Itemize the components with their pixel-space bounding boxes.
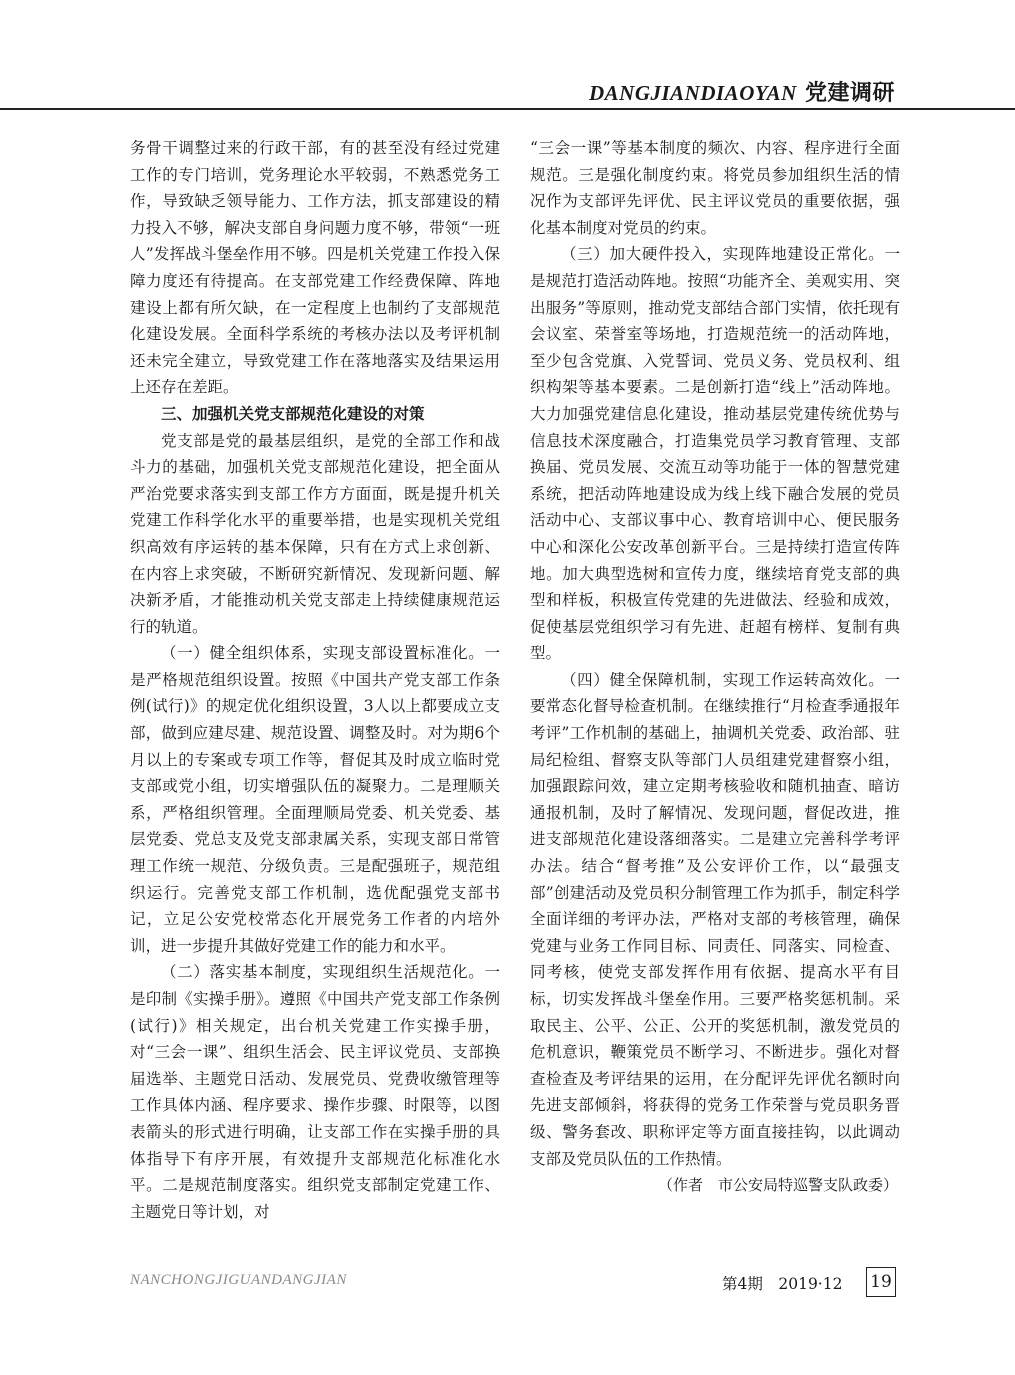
subsection-title: （三）加大硬件投入，实现阵地建设正常化。 bbox=[561, 245, 885, 264]
right-column bbox=[530, 135, 900, 1199]
paragraph: 党支部是党的最基层组织，是党的全部工作和战斗力的基础，加强机关党支部规范化建设，把全面从严治党要求落实到支部工作方方面面，既是提升机关党建工作科学化水平的重要举措，也是实现机关党组织高效有序运转的基本保障，只有在方式上求创新、在内容上求突破，不断研究新情况、发现新问题、解决新矛盾，才能推动机关党支部走上持续健康规范运行的轨道。 bbox=[130, 431, 500, 636]
header-title bbox=[589, 76, 895, 107]
header-title-latin: DANGJIANDIAOYAN bbox=[589, 81, 797, 105]
subsection-body: 一是规范打造活动阵地。按照“功能齐全、美观实用、突出服务”等原则，推动党支部结合部门实情，依托现有会议室、荣誉室等场地，打造规范统一的活动阵地，至少包含党旗、入党誓词、党员义务、党员权利、组织构架等基本要素。二是创新打造“线上”活动阵地。大力加强党建信息化建设，推动基层党建传统优势与信息技术深度融合，打造集党员学习教育管理、支部换届、党员发展、交流互动等功能于一体的智慧党建系统，把活动阵地建设成为线上线下融合发展的党员活动中心、支部议事中心、教育培训中心、便民服务中心和深化公安改革创新平台。三是持续打造宣传阵地。加大典型选树和宣传力度，继续培育党支部的典型和样板，积极宣传党建的先进做法、经验和成效，促使基层党组织学习有先进、赶超有榜样、复制有典型。 bbox=[530, 245, 900, 663]
header-title-chinese: 党建调研 bbox=[804, 80, 895, 106]
subsection-paragraph bbox=[530, 241, 900, 667]
subsection-paragraph bbox=[130, 640, 500, 959]
subsection-paragraph bbox=[130, 959, 500, 1225]
subsection-body: 一是严格规范组织设置。按照《中国共产党支部工作条例(试行)》的规定优化组织设置，3人以上都要成立支部，做到应建尽建、规范设置、调整及时。对为期6个月以上的专案或专项工作等，督促其及时成立临时党支部或党小组，切实增强队伍的凝聚力。二是理顺关系，严格组织管理。全面理顺局党委、机关党委、基层党委、党总支及党支部隶属关系，实现支部日常管理工作统一规范、分级负责。三是配强班子，规范组织运行。完善党支部工作机制，选优配强党支部书记，立足公安党校常态化开展党务工作者的内培外训，进一步提升其做好党建工作的能力和水平。 bbox=[130, 644, 500, 955]
section-heading: 三、加强机关党支部规范化建设的对策 bbox=[161, 404, 425, 423]
header-rule bbox=[0, 108, 1015, 110]
paragraph: 务骨干调整过来的行政干部，有的甚至没有经过党建工作的专门培训，党务理论水平较弱，不熟悉党务工作，导致缺乏领导能力、工作方法，抓支部建设的精力投入不够，解决支部自身问题力度不够，带领“一班人”发挥战斗堡垒作用不够。四是机关党建工作投入保障力度还有待提高。在支部党建工作经费保障、阵地建设上都有所欠缺，在一定程度上也制约了支部规范化建设发展。全面科学系统的考核办法以及考评机制还未完全建立，导致党建工作在落地落实及结果运用上还存在差距。 bbox=[130, 139, 500, 397]
subsection-paragraph bbox=[530, 667, 900, 1172]
left-column bbox=[130, 135, 500, 1225]
footer-issue: 第4期 2019·12 bbox=[722, 1275, 843, 1293]
footer-journal-name: NANCHONGJIGUANDANGJIAN bbox=[130, 1272, 347, 1288]
subsection-title: （二）落实基本制度，实现组织生活规范化。 bbox=[161, 963, 485, 982]
subsection-body: 一要常态化督导检查机制。在继续推行“月检查季通报年考评”工作机制的基础上，抽调机关党委、政治部、驻局纪检组、督察支队等部门人员组建党建督察小组，加强跟踪问效，建立定期考核验收和随机抽查、暗访通报机制，及时了解情况、发现问题，督促改进，推进支部规范化建设落细落实。二是建立完善科学考评办法。结合“督考推”及公安评价工作，以“最强支部”创建活动及党员积分制管理工作为抓手，制定科学全面详细的考评办法，严格对支部的考核管理，确保党建与业务工作同目标、同责任、同落实、同检查、同考核，使党支部发挥作用有依据、提高水平有目标，切实发挥战斗堡垒作用。三要严格奖惩机制。采取民主、公平、公正、公开的奖惩机制，激发党员的危机意识，鞭策党员不断学习、不断进步。强化对督查检查及考评结果的运用，在分配评先评优名额时向先进支部倾斜，将获得的党务工作荣誉与党员职务晋级、警务套改、职称评定等方面直接挂钩，以此调动支部及党员队伍的工作热情。 bbox=[530, 670, 900, 1168]
subsection-title: （四）健全保障机制，实现工作运转高效化。 bbox=[561, 670, 885, 689]
page-number: 19 bbox=[866, 1267, 896, 1297]
subsection-body: 一是印制《实操手册》。遵照《中国共产党支部工作条例(试行)》相关规定，出台机关党建工作实操手册，对“三会一课”、组织生活会、民主评议党员、支部换届选举、主题党日活动、发展党员、党费收缴管理等工作具体内涵、程序要求、操作步骤、时限等，以图表箭头的形式进行明确，让支部工作在实操手册的具体指导下有序开展，有效提升支部规范化标准化水平。二是规范制度落实。组织党支部制定党建工作、主题党日等计划，对 bbox=[130, 963, 500, 1221]
subsection-title: （一）健全组织体系，实现支部设置标准化。 bbox=[161, 644, 485, 663]
paragraph: “三会一课”等基本制度的频次、内容、程序进行全面规范。三是强化制度约束。将党员参加组织生活的情况作为支部评先评优、民主评议党员的重要依据，强化基本制度对党员的约束。 bbox=[530, 139, 900, 237]
author-line: （作者 市公安局特巡警支队政委） bbox=[657, 1176, 898, 1195]
